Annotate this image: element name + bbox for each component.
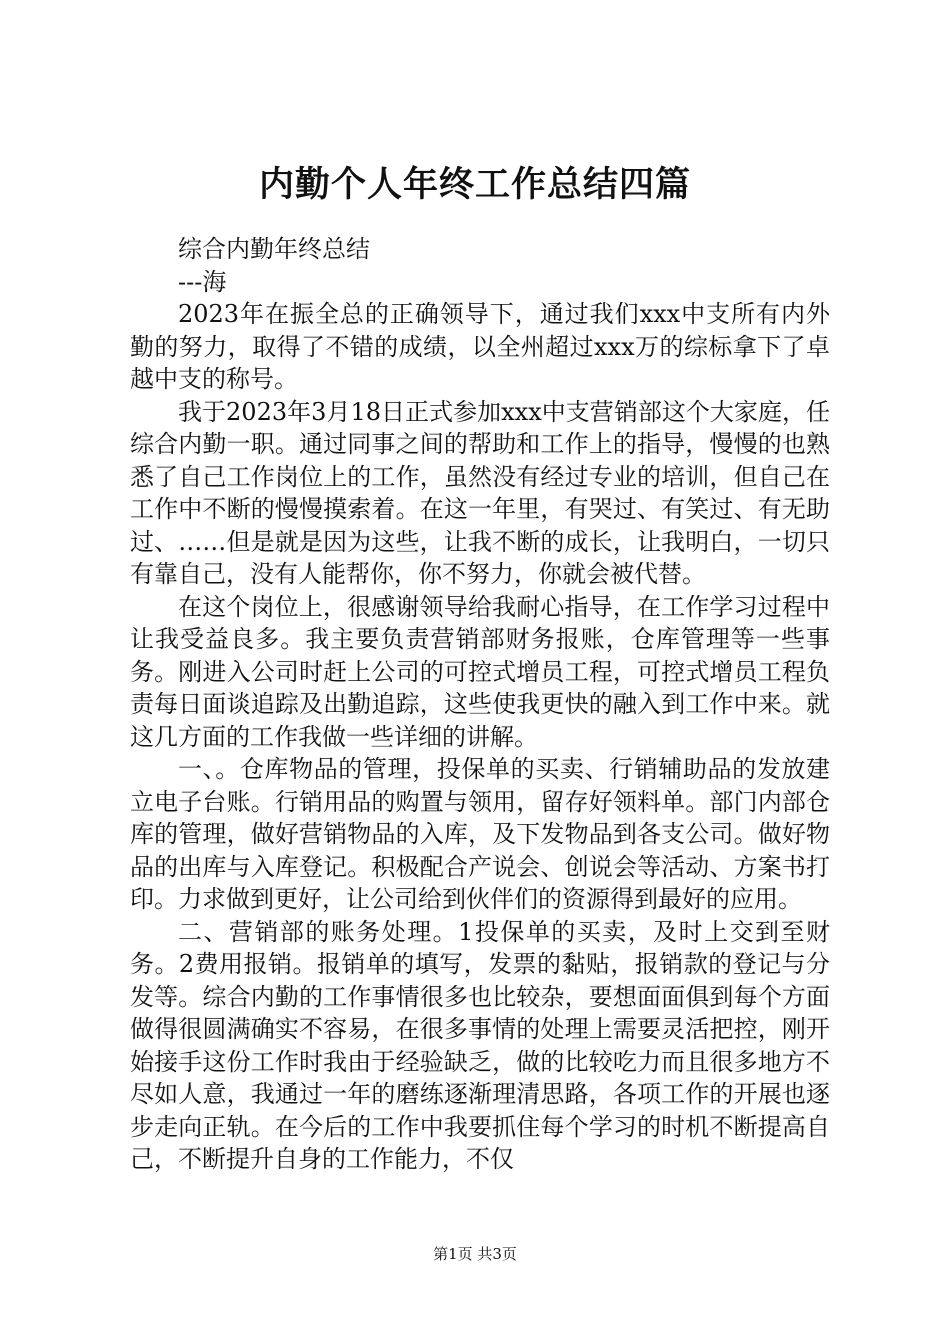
document-body	[130, 233, 830, 1176]
paragraph: 2023年在振全总的正确领导下，通过我们xxx中支所有内外勤的努力，取得了不错的成绩，以全州超过xxx万的综标拿下了卓越中支的称号。	[130, 300, 830, 393]
paragraph: 二、营销部的账务处理。1投保单的买卖，及时上交到至财务。2费用报销。报销单的填写，发票的黏贴，报销款的登记与分发等。综合内勤的工作事情很多也比较杂，要想面面俱到每个方面做得很圆满确实不容易，在很多事情的处理上需要灵活把控，刚开始接手这份工作时我由于经验缺乏，做的比较吃力而且很多地方不尽如人意，我通过一年的磨练逐渐理清思路，各项工作的开展也逐步走向正轨。在今后的工作中我要抓住每个学习的时机不断提高自己，不断提升自身的工作能力，不仅	[130, 917, 830, 1173]
document-subtitle: 综合内勤年终总结	[178, 235, 370, 263]
author-line: ---海	[178, 267, 227, 296]
paragraph: 一、。仓库物品的管理，投保单的买卖、行销辅助品的发放建立电子台账。行销用品的购置与领用，留存好领料单。部门内部仓库的管理，做好营销物品的入库，及下发物品到各支公司。做好物品的出库与入库登记。积极配合产说会、创说会等活动、方案书打印。力求做到更好，让公司给到伙伴们的资源得到最好的应用。	[130, 755, 830, 913]
document-title: 内勤个人年终工作总结四篇	[258, 164, 691, 205]
page-footer: 第1页 共3页	[433, 1245, 517, 1263]
paragraph: 我于2023年3月18日正式参加xxx中支营销部这个大家庭，任综合内勤一职。通过同事之间的帮助和工作上的指导，慢慢的也熟悉了自己工作岗位上的工作，虽然没有经过专业的培训，但自己在工作中不断的慢慢摸索着。在这一年里，有哭过、有笑过、有无助过、……但是就是因为这些，让我不断的成长，让我明白，一切只有靠自己，没有人能帮你，你不努力，你就会被代替。	[130, 397, 830, 588]
paragraph: 在这个岗位上，很感谢领导给我耐心指导，在工作学习过程中让我受益良多。我主要负责营销部财务报账，仓库管理等一些事务。刚进入公司时赶上公司的可控式增员工程，可控式增员工程负责每日面谈追踪及出勤追踪，这些使我更快的融入到工作中来。就这几方面的工作我做一些详细的讲解。	[130, 592, 830, 751]
